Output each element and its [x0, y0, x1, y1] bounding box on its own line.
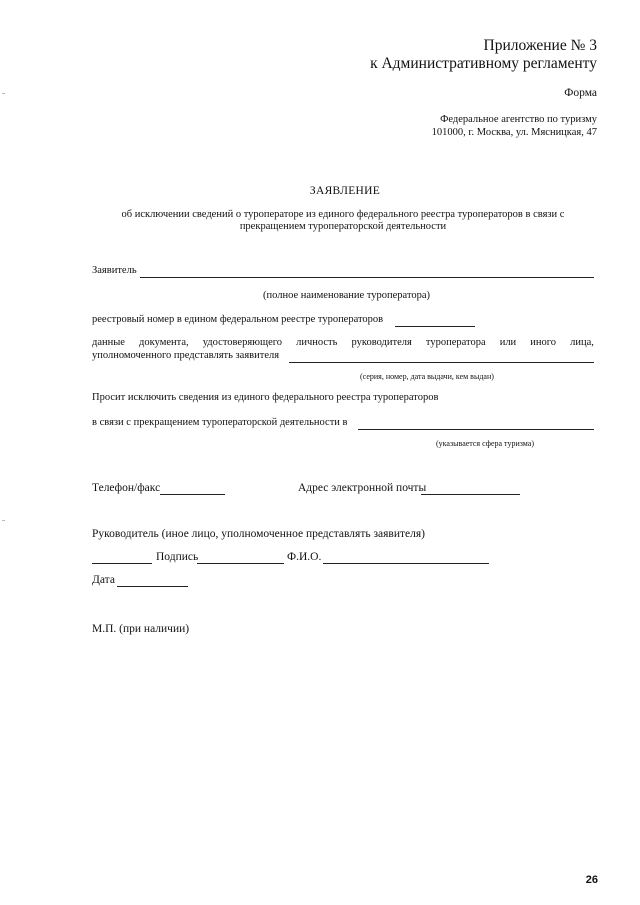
doc-word: удостоверяющего: [202, 337, 283, 348]
reason-input-line[interactable]: [358, 429, 594, 430]
reason-hint: (указывается сфера туризма): [436, 439, 534, 448]
appendix-subtitle: к Административному регламенту: [370, 55, 597, 72]
document-subtitle-line1: об исключении сведений о туроператоре из единого федерального реестра туроператоров в связи с: [121, 209, 565, 220]
doc-word: туроператора: [425, 337, 486, 348]
document-data-hint: (серия, номер, дата выдачи, кем выдан): [360, 372, 494, 381]
appendix-title: Приложение № 3: [483, 37, 597, 54]
document-data-line2: уполномоченного представлять заявителя: [92, 350, 280, 361]
applicant-input-line[interactable]: [140, 277, 594, 278]
document-subtitle-line2: прекращением туроператорской деятельности: [239, 221, 447, 232]
document-data-input-line[interactable]: [289, 362, 594, 363]
doc-word: руководителя: [351, 337, 412, 348]
document-title: ЗАЯВЛЕНИЕ: [309, 185, 381, 197]
signature-input-line[interactable]: [197, 563, 284, 564]
registry-number-label: реестровый номер в едином федеральном реестре туроператоров: [92, 314, 384, 325]
page-number: 26: [585, 874, 598, 886]
full-name-label: Ф.И.О.: [287, 551, 322, 563]
email-label: Адрес электронной почты: [298, 482, 427, 494]
head-position-input-line[interactable]: [92, 563, 152, 564]
registry-number-input-line[interactable]: [395, 326, 475, 327]
doc-word: лица,: [570, 337, 594, 348]
phone-input-line[interactable]: [160, 494, 225, 495]
reason-label: в связи с прекращением туроператорской деятельности в: [92, 417, 348, 428]
doc-word: или: [499, 337, 517, 348]
addressee-agency: Федеральное агентство по туризму: [440, 114, 597, 125]
document-data-line1: [92, 337, 594, 348]
doc-word: личность: [296, 337, 338, 348]
scan-artifact: [2, 520, 5, 521]
form-label: Форма: [564, 87, 597, 99]
email-input-line[interactable]: [421, 494, 520, 495]
applicant-label: Заявитель: [92, 265, 137, 276]
doc-word: документа,: [139, 337, 189, 348]
date-label: Дата: [92, 574, 115, 586]
phone-label: Телефон/факс: [92, 482, 161, 494]
signature-label: Подпись: [156, 551, 199, 563]
seal-label: М.П. (при наличии): [92, 623, 190, 635]
scan-artifact: [2, 93, 5, 94]
doc-word: данные: [92, 337, 125, 348]
applicant-hint: (полное наименование туроператора): [263, 290, 431, 301]
request-text: Просит исключить сведения из единого федерального реестра туроператоров: [92, 392, 439, 403]
date-input-line[interactable]: [117, 586, 188, 587]
full-name-input-line[interactable]: [323, 563, 489, 564]
addressee-address: 101000, г. Москва, ул. Мясницкая, 47: [431, 127, 597, 138]
head-label: Руководитель (иное лицо, уполномоченное представлять заявителя): [92, 528, 425, 540]
doc-word: иного: [530, 337, 557, 348]
